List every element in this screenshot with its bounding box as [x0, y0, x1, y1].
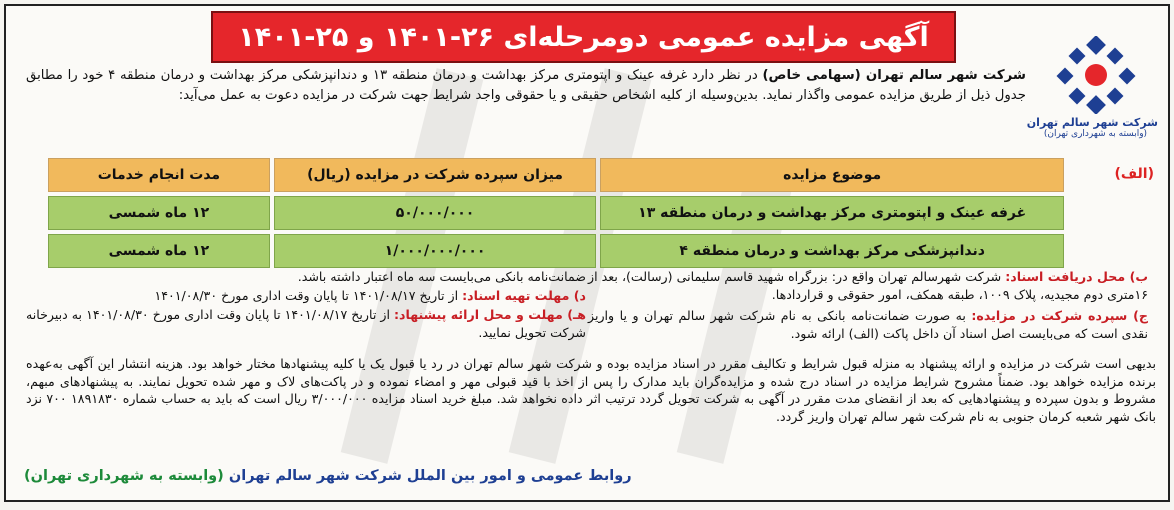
row-deposit: ۱/۰۰۰/۰۰۰/۰۰۰	[274, 234, 597, 268]
section-j	[588, 307, 1148, 343]
section-h-label: هـ) مهلت و محل ارائه پیشنهاد:	[394, 307, 587, 322]
section-b	[588, 268, 1148, 304]
header-subject: موضوع مزایده	[600, 158, 1064, 192]
section-d-label: د) مهلت تهیه اسناد:	[462, 288, 586, 303]
guarantee-note: ضمانت‌نامه بانکی می‌بایست سه ماه اعتبار داشته باشد.	[297, 269, 586, 284]
footer-signature	[24, 468, 632, 484]
table-row	[48, 234, 1064, 268]
intro-paragraph	[26, 66, 1026, 106]
section-h	[26, 306, 586, 342]
terms-paragraph: بدیهی است شرکت در مزایده و ارائه پیشنهاد به منزله قبول شرایط و تکالیف مقرر در اسناد مزایده بوده و شرکت شهر سالم تهران در رد یا قبول یک یا کلیه پیشنهادها مختار خواهد بود. هزینه انتشار این آگهی به‌عهده برنده مزایده خواهد بود. ضمناً مشروح شرایط مزایده در اسناد درج شده و مزایده‌گران باید مدارک را پس از اخذ با قید قبولی مهر و امضاء نموده و در پاکت‌های لاک و مهر شده تحویل نمایند. به پیشنهادهای مبهم، مشروط و بدون سپرده و پیشنهادهایی که بعد از انقضای مدت مقرر در آگهی به شرکت تحویل گردد ترتیب اثر داده نخواهد شد. مبلغ خرید اسناد مزایده ۳/۰۰۰/۰۰۰ ریال است که باید به حساب شماره ۱۸۹۱۸۳۰ ۷۰۰ نزد بانک شهر شعبه کرمان جنوبی به نام شرکت شهر سالم تهران واریز گردد.	[26, 356, 1156, 424]
section-d	[26, 287, 586, 305]
footer-text: روابط عمومی و امور بین الملل شرکت شهر سالم تهران	[228, 468, 632, 484]
company-logo	[1026, 36, 1158, 151]
row-duration: ۱۲ ماه شمسی	[48, 196, 270, 230]
header-duration: مدت انجام خدمات	[48, 158, 270, 192]
section-j-text: به صورت ضمانت‌نامه بانکی به نام شرکت شهر سالم تهران و یا واریز نقدی است که می‌بایست اصل اسناد آن داخل پاکت (الف) ارائه شود.	[588, 308, 1148, 341]
row-duration: ۱۲ ماه شمسی	[48, 234, 270, 268]
intro-company: شرکت شهر سالم تهران (سهامی خاص)	[762, 68, 1026, 83]
logo-company-name: شرکت شهر سالم تهران	[1026, 116, 1158, 129]
row-deposit: ۵۰/۰۰۰/۰۰۰	[274, 196, 597, 230]
section-j-label: ج) سپرده شرکت در مزایده:	[971, 308, 1148, 323]
auction-table	[44, 154, 1068, 272]
intro-text: در نظر دارد غرفه عینک و اپتومتری مرکز بهداشت و درمان منطقه ۱۳ و دندانپزشکی مرکز بهداشت و درمان منطقه ۴ خود را مطابق جدول ذیل از طریق مزایده عمومی واگذار نماید. بدین‌وسیله از کلیه اشخاص حقیقی و یا حقوقی واجد شرایط جهت شرکت در مزایده دعوت به عمل می‌آید:	[26, 68, 1026, 103]
section-alef-label: (الف)	[1114, 166, 1154, 182]
notice-title-banner	[211, 11, 956, 63]
auction-notice	[4, 4, 1170, 502]
logo-subtitle: (وابسته به شهرداری تهران)	[1043, 129, 1148, 139]
header-deposit: میزان سپرده شرکت در مزایده (ریال)	[274, 158, 597, 192]
table-header-row	[48, 158, 1064, 192]
section-d-text: از تاریخ ۱۴۰۱/۰۸/۱۷ تا پایان وقت اداری مورخ ۱۴۰۱/۰۸/۳۰	[154, 288, 463, 303]
tehran-healthy-city-logo-icon	[1053, 36, 1139, 114]
section-h-text: از تاریخ ۱۴۰۱/۰۸/۱۷ تا پایان وقت اداری مورخ ۱۴۰۱/۰۸/۳۰ به دبیرخانه شرکت تحویل نمایید.	[26, 307, 586, 340]
footer-affiliation: (وابسته به شهرداری تهران)	[24, 468, 224, 484]
section-b-label: ب) محل دریافت اسناد:	[1005, 269, 1148, 284]
row-subject: غرفه عینک و اپتومتری مرکز بهداشت و درمان منطقه ۱۳	[600, 196, 1064, 230]
table-row	[48, 196, 1064, 230]
notice-title: آگهی مزایده عمومی دومرحله‌ای ۲۶-۱۴۰۱ و ۲۵-۱۴۰۱	[238, 21, 929, 53]
row-subject: دندانپزشکی مرکز بهداشت و درمان منطقه ۴	[600, 234, 1064, 268]
section-b-text: شرکت شهرسالم تهران واقع در: بزرگراه شهید قاسم سلیمانی (رسالت)، بعد از ۱۶متری دوم مجیدیه، پلاک ۱۰۰۹، طبقه همکف، امور حقوقی و قراردادها.	[588, 269, 1148, 302]
